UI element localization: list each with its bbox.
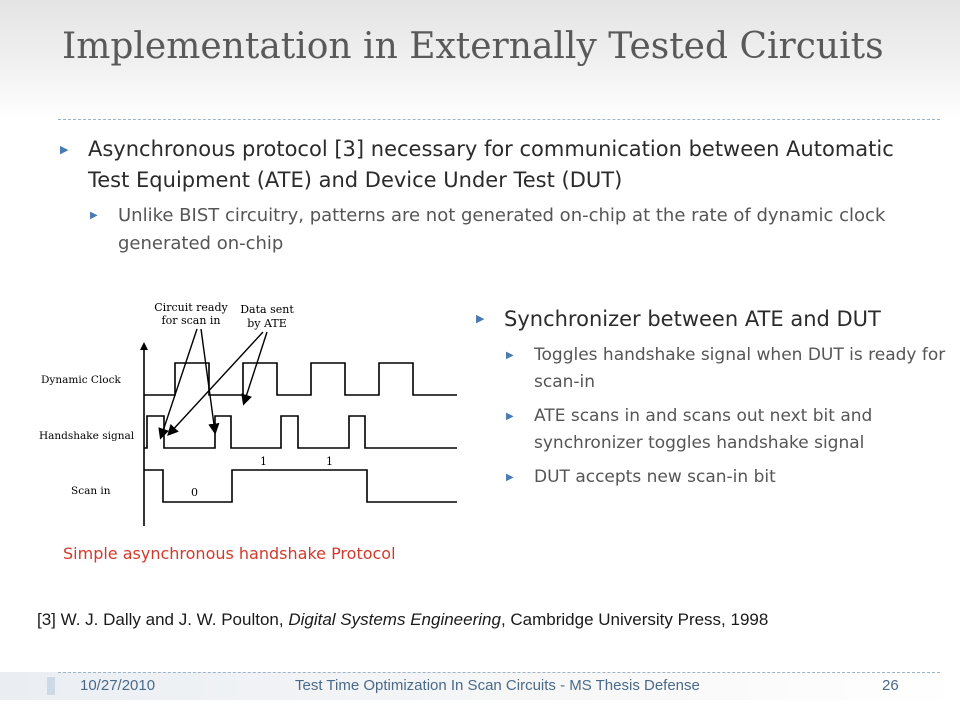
footer-marker bbox=[47, 677, 55, 695]
footer-title: Test Time Optimization In Scan Circuits - MS Thesis Defense bbox=[295, 677, 700, 694]
arrow-bullet-icon: ▶ bbox=[90, 210, 98, 221]
right-bullet-list bbox=[476, 303, 946, 491]
top-bullet-list bbox=[60, 134, 940, 258]
title-divider bbox=[58, 119, 940, 120]
sub-bullet-text: Toggles handshake signal when DUT is ready for scan-in bbox=[534, 345, 946, 392]
bullet-level2 bbox=[506, 342, 946, 396]
footer-date: 10/27/2010 bbox=[80, 677, 156, 694]
bullet-level2 bbox=[506, 403, 946, 457]
bullet-level2 bbox=[90, 202, 940, 258]
label-handshake-signal: Handshake signal bbox=[39, 430, 135, 442]
annotation-circuit-ready: Circuit ready bbox=[154, 301, 228, 314]
arrow-bullet-icon: ▶ bbox=[60, 143, 69, 156]
bullet-level1 bbox=[476, 303, 946, 335]
sub-bullet-text: DUT accepts new scan-in bit bbox=[534, 467, 776, 487]
annotation-circuit-ready-2: for scan in bbox=[161, 314, 221, 327]
sub-bullet-text: Unlike BIST circuitry, patterns are not generated on-chip at the rate of dynamic clock generated on-chip bbox=[118, 205, 886, 254]
bit-label-1b: 1 bbox=[326, 455, 333, 468]
annotation-arrows bbox=[161, 329, 267, 437]
bullet-text: Asynchronous protocol [3] necessary for communication between Automatic Test Equipment (ATE) and Device Under Test (DUT) bbox=[88, 137, 894, 192]
sub-bullet-text: ATE scans in and scans out next bit and synchronizer toggles handshake signal bbox=[534, 406, 873, 453]
waveform-handshake bbox=[144, 416, 457, 448]
bullet-level2 bbox=[506, 464, 946, 491]
handshake-timing-diagram bbox=[37, 298, 461, 528]
axis-arrowhead bbox=[140, 342, 148, 350]
figure-caption: Simple asynchronous handshake Protocol bbox=[63, 544, 396, 563]
label-dynamic-clock: Dynamic Clock bbox=[41, 374, 121, 386]
arrow-bullet-icon: ▶ bbox=[506, 411, 514, 422]
annotation-data-sent: Data sent bbox=[240, 303, 294, 316]
waveform-dynamic-clock bbox=[144, 363, 457, 395]
reference-prefix: [3] W. J. Dally and J. W. Poulton, bbox=[37, 610, 289, 629]
slide-title: Implementation in Externally Tested Circuits bbox=[62, 26, 884, 67]
footer-divider bbox=[58, 672, 940, 673]
reference-suffix: , Cambridge University Press, 1998 bbox=[500, 610, 769, 629]
citation-reference bbox=[37, 608, 897, 631]
bit-label-1a: 1 bbox=[260, 455, 267, 468]
bit-label-0: 0 bbox=[191, 486, 198, 499]
slide-number: 26 bbox=[882, 677, 899, 694]
arrow-bullet-icon: ▶ bbox=[476, 312, 485, 325]
reference-book-title: Digital Systems Engineering bbox=[288, 610, 501, 629]
annotation-data-sent-2: by ATE bbox=[247, 317, 287, 330]
bullet-level1 bbox=[60, 134, 940, 196]
arrow-bullet-icon: ▶ bbox=[506, 350, 514, 361]
label-scan-in: Scan in bbox=[71, 485, 111, 497]
arrow-bullet-icon: ▶ bbox=[506, 472, 514, 483]
bullet-text: Synchronizer between ATE and DUT bbox=[504, 307, 881, 331]
